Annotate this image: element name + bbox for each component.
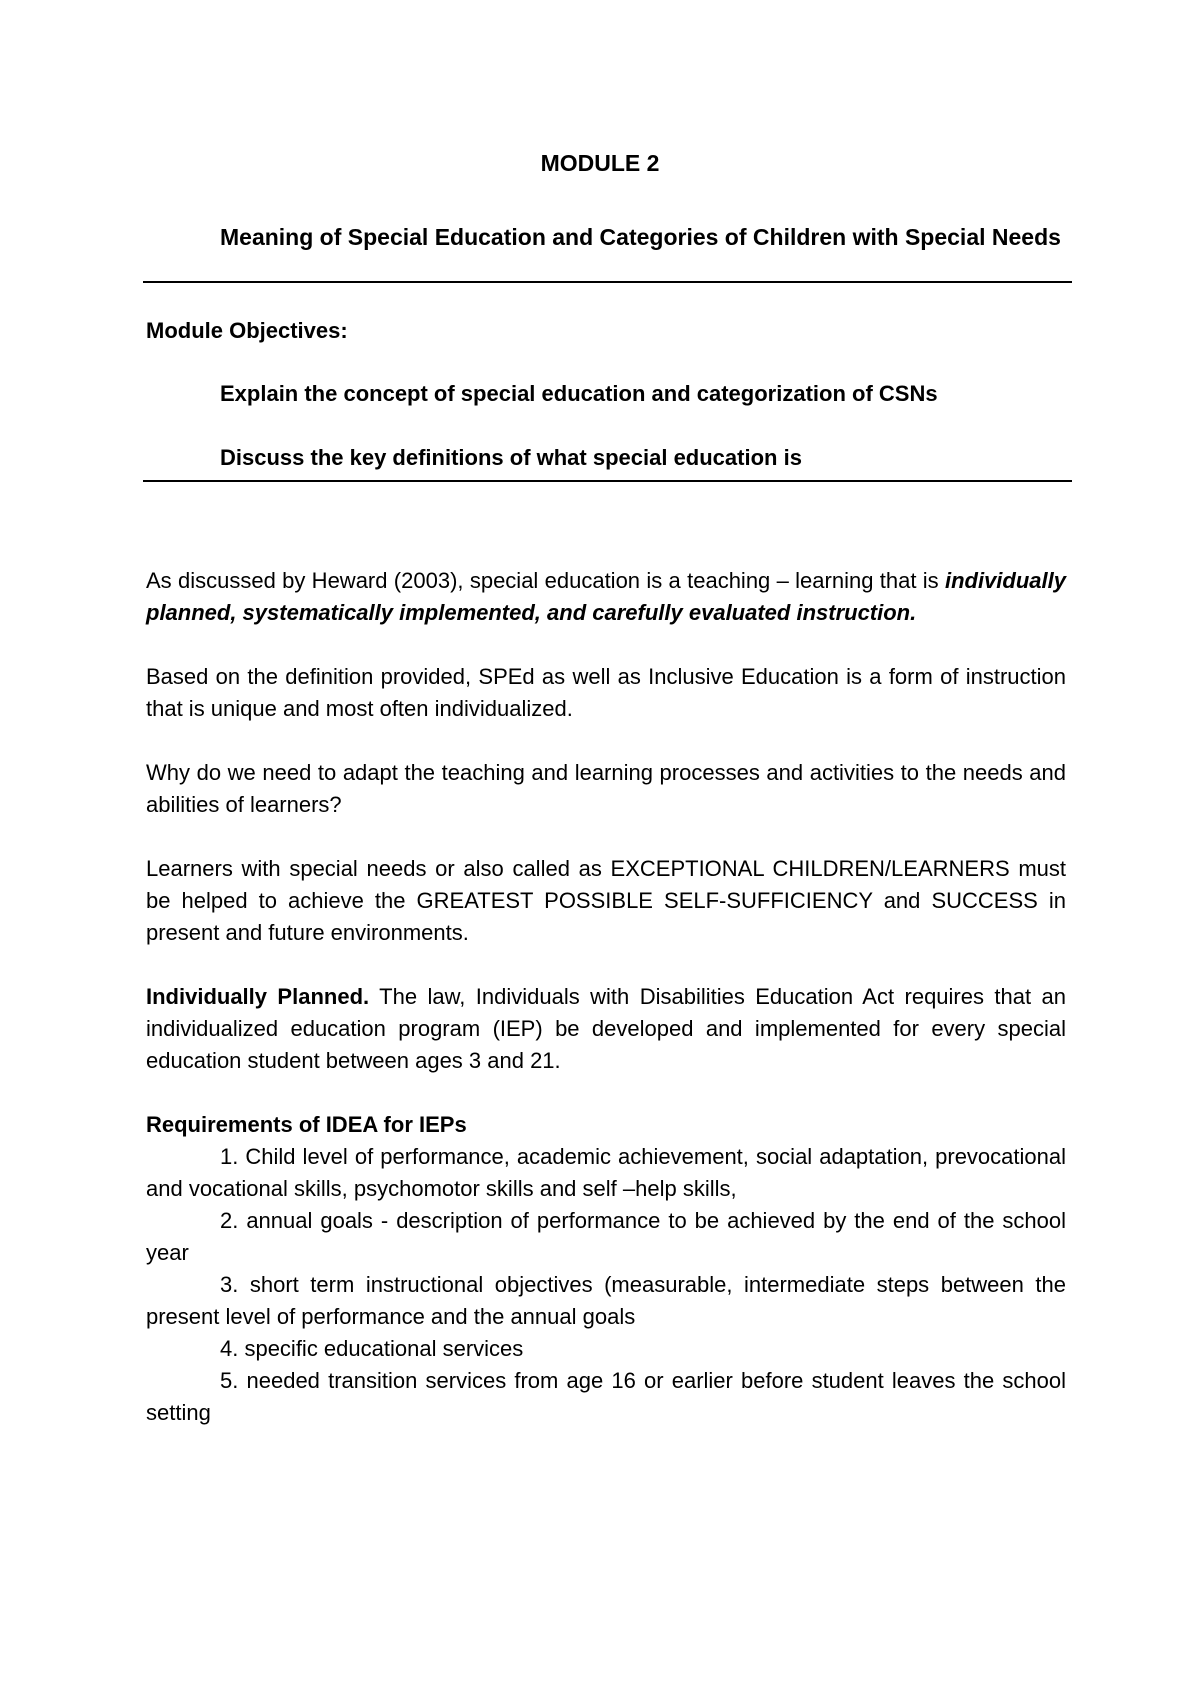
requirement-item: 5. needed transition services from age 16 or earlier before student leaves the school setting	[146, 1368, 1066, 1425]
module-subtitle: Meaning of Special Education and Categories of Children with Special Needs	[220, 224, 1061, 250]
definition-emphasis: individually planned, systematically implemented, and carefully evaluated instruction.	[146, 568, 1066, 625]
objectives-heading: Module Objectives:	[146, 318, 348, 343]
requirement-item: 3. short term instructional objectives (measurable, intermediate steps between the present level of performance and the annual goals	[146, 1272, 1066, 1329]
module-title: MODULE 2	[540, 150, 660, 176]
top-divider	[143, 281, 1072, 283]
body-content	[146, 565, 1066, 1429]
requirement-item: 2. annual goals - description of performance to be achieved by the end of the school year	[146, 1208, 1066, 1265]
requirements-heading: Requirements of IDEA for IEPs	[146, 1112, 467, 1137]
paragraph-heward-definition	[146, 565, 1066, 629]
objective-item: Explain the concept of special education and categorization of CSNs	[220, 381, 938, 406]
requirement-item: 1. Child level of performance, academic achievement, social adaptation, prevocational and vocational skills, psychomotor skills and self –help skills,	[146, 1144, 1066, 1201]
individually-planned-label: Individually Planned.	[146, 984, 370, 1009]
bottom-divider	[143, 480, 1072, 482]
paragraph-why-adapt: Why do we need to adapt the teaching and learning processes and activities to the needs and abilities of learners?	[146, 760, 1066, 817]
paragraph-individually-planned	[146, 981, 1066, 1077]
paragraph-exceptional-learners: Learners with special needs or also called as EXCEPTIONAL CHILDREN/LEARNERS must be helped to achieve the GREATEST POSSIBLE SELF-SUFFICIENCY and SUCCESS in present and future environments.	[146, 856, 1066, 945]
paragraph-definition-basis: Based on the definition provided, SPEd as well as Inclusive Education is a form of instruction that is unique and most often individualized.	[146, 664, 1066, 721]
individually-planned-text: The law, Individuals with Disabilities Education Act requires that an individualized education program (IEP) be developed and implemented for every special education student between ages 3 and 21.	[146, 984, 1066, 1073]
requirement-item: 4. specific educational services	[220, 1336, 524, 1361]
paragraph-lead-text: As discussed by Heward (2003), special education is a teaching – learning that is	[146, 568, 945, 593]
objective-item: Discuss the key definitions of what special education is	[220, 445, 802, 470]
